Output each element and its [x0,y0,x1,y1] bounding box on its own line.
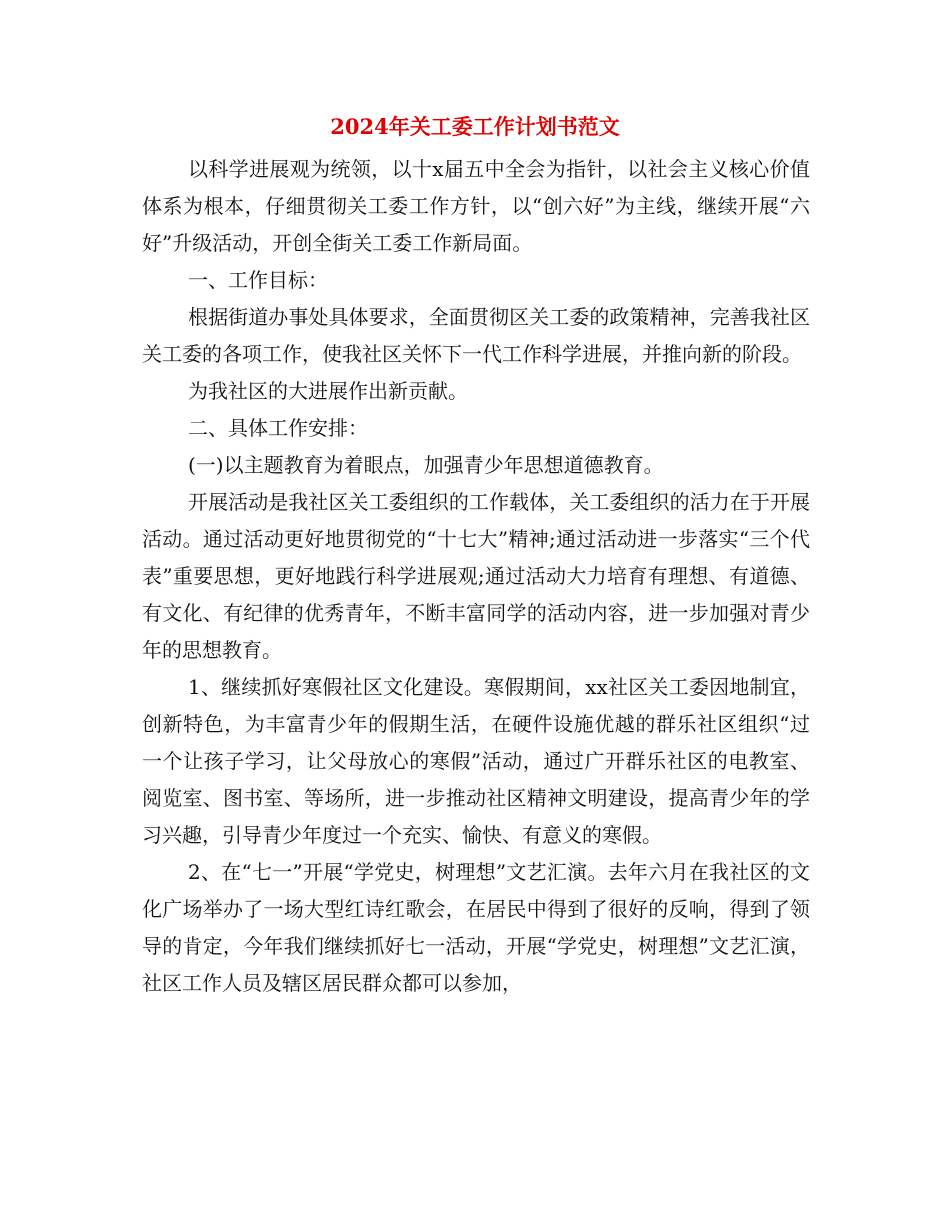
paragraph-item-2: 2、在“七一”开展“学党史，树理想”文艺汇演。去年六月在我社区的文化广场举办了一场大型红诗红歌会，在居民中得到了很好的反响，得到了领导的肯定，今年我们继续抓好七一活动，开展“学党史，树理想”文艺汇演，社区工作人员及辖区居民群众都可以参加， [142,860,810,995]
paragraph-item-1: 1、继续抓好寒假社区文化建设。寒假期间，xx社区关工委因地制宜，创新特色，为丰富青少年的假期生活，在硬件设施优越的群乐社区组织“过一个让孩子学习，让父母放心的寒假”活动，通过广开群乐社区的电教室、阅览室、图书室、等场所，进一步推动社区精神文明建设，提高青少年的学习兴趣，引导青少年度过一个充实、愉快、有意义的寒假。 [142,675,810,847]
document-body [142,151,810,1002]
paragraph-goals: 根据街道办事处具体要求，全面贯彻区关工委的政策精神，完善我社区关工委的各项工作，使我社区关怀下一代工作科学进展，并推向新的阶段。 [142,305,810,366]
document-title: 2024年关工委工作计划书范文 [330,114,620,139]
paragraph-contribution: 为我社区的大进展作出新贡献。 [188,379,468,403]
subheading-theme-education: (一)以主题教育为着眼点，加强青少年思想道德教育。 [188,453,664,477]
paragraph-intro: 以科学进展观为统领，以十x届五中全会为指针，以社会主义核心价值体系为根本，仔细贯彻关工委工作方针，以“创六好”为主线，继续开展“六好”升级活动，开创全街关工委工作新局面。 [142,157,810,255]
heading-work-goals: 一、工作目标： [188,268,328,292]
paragraph-activities: 开展活动是我社区关工委组织的工作载体，关工委组织的活力在于开展活动。通过活动更好地贯彻党的“十七大”精神;通过活动进一步落实“三个代表”重要思想，更好地践行科学进展观;通过活动大力培育有理想、有道德、有文化、有纪律的优秀青年，不断丰富同学的活动内容，进一步加强对青少年的思想教育。 [142,490,810,662]
heading-work-arrangements: 二、具体工作安排： [188,416,368,440]
